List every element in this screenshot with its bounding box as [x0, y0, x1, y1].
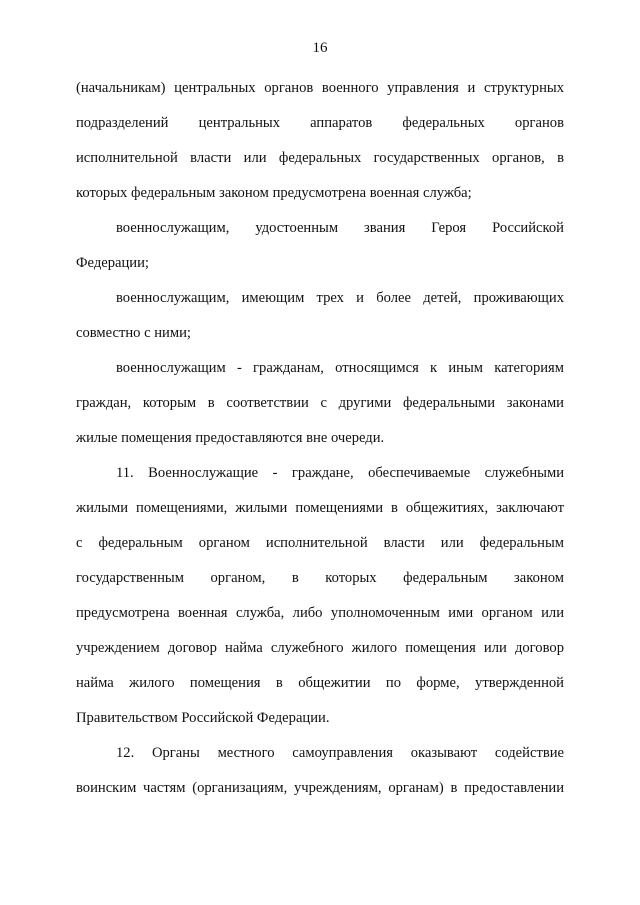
text-line: жилые помещения предоставляются вне очереди.: [76, 430, 385, 446]
text-line: граждан, которым в соответствии с другими федеральными законами: [76, 395, 564, 411]
text-line: найма жилого помещения в общежитии по форме, утвержденной: [76, 675, 564, 691]
text-line: предусмотрена военная служба, либо уполномоченным ими органом или: [76, 605, 564, 621]
text-line: Федерации;: [76, 255, 149, 271]
text-line: государственным органом, в которых федеральным законом: [76, 570, 564, 586]
text-line: военнослужащим - гражданам, относящимся к иным категориям: [116, 360, 564, 376]
text-line: Правительством Российской Федерации.: [76, 710, 330, 726]
page-number: 16: [312, 40, 328, 56]
text-line: воинским частям (организациям, учреждениям, органам) в предоставлении: [76, 780, 564, 796]
text-line: учреждением договор найма служебного жилого помещения или договор: [76, 640, 564, 656]
text-line: военнослужащим, имеющим трех и более детей, проживающих: [116, 290, 564, 306]
text-line: исполнительной власти или федеральных государственных органов, в: [76, 150, 564, 166]
text-line: жилыми помещениями, жилыми помещениями в общежитиях, заключают: [76, 500, 564, 516]
text-line: военнослужащим, удостоенным звания Героя Российской: [116, 220, 564, 236]
text-line: совместно с ними;: [76, 325, 191, 341]
text-line: 12. Органы местного самоуправления оказывают содействие: [116, 745, 564, 761]
text-line: 11. Военнослужащие - граждане, обеспечиваемые служебными: [116, 465, 564, 481]
text-line: подразделений центральных аппаратов федеральных органов: [76, 115, 564, 131]
text-line: которых федеральным законом предусмотрена военная служба;: [76, 185, 472, 201]
text-line: (начальникам) центральных органов военного управления и структурных: [76, 80, 564, 96]
text-line: с федеральным органом исполнительной власти или федеральным: [76, 535, 564, 551]
